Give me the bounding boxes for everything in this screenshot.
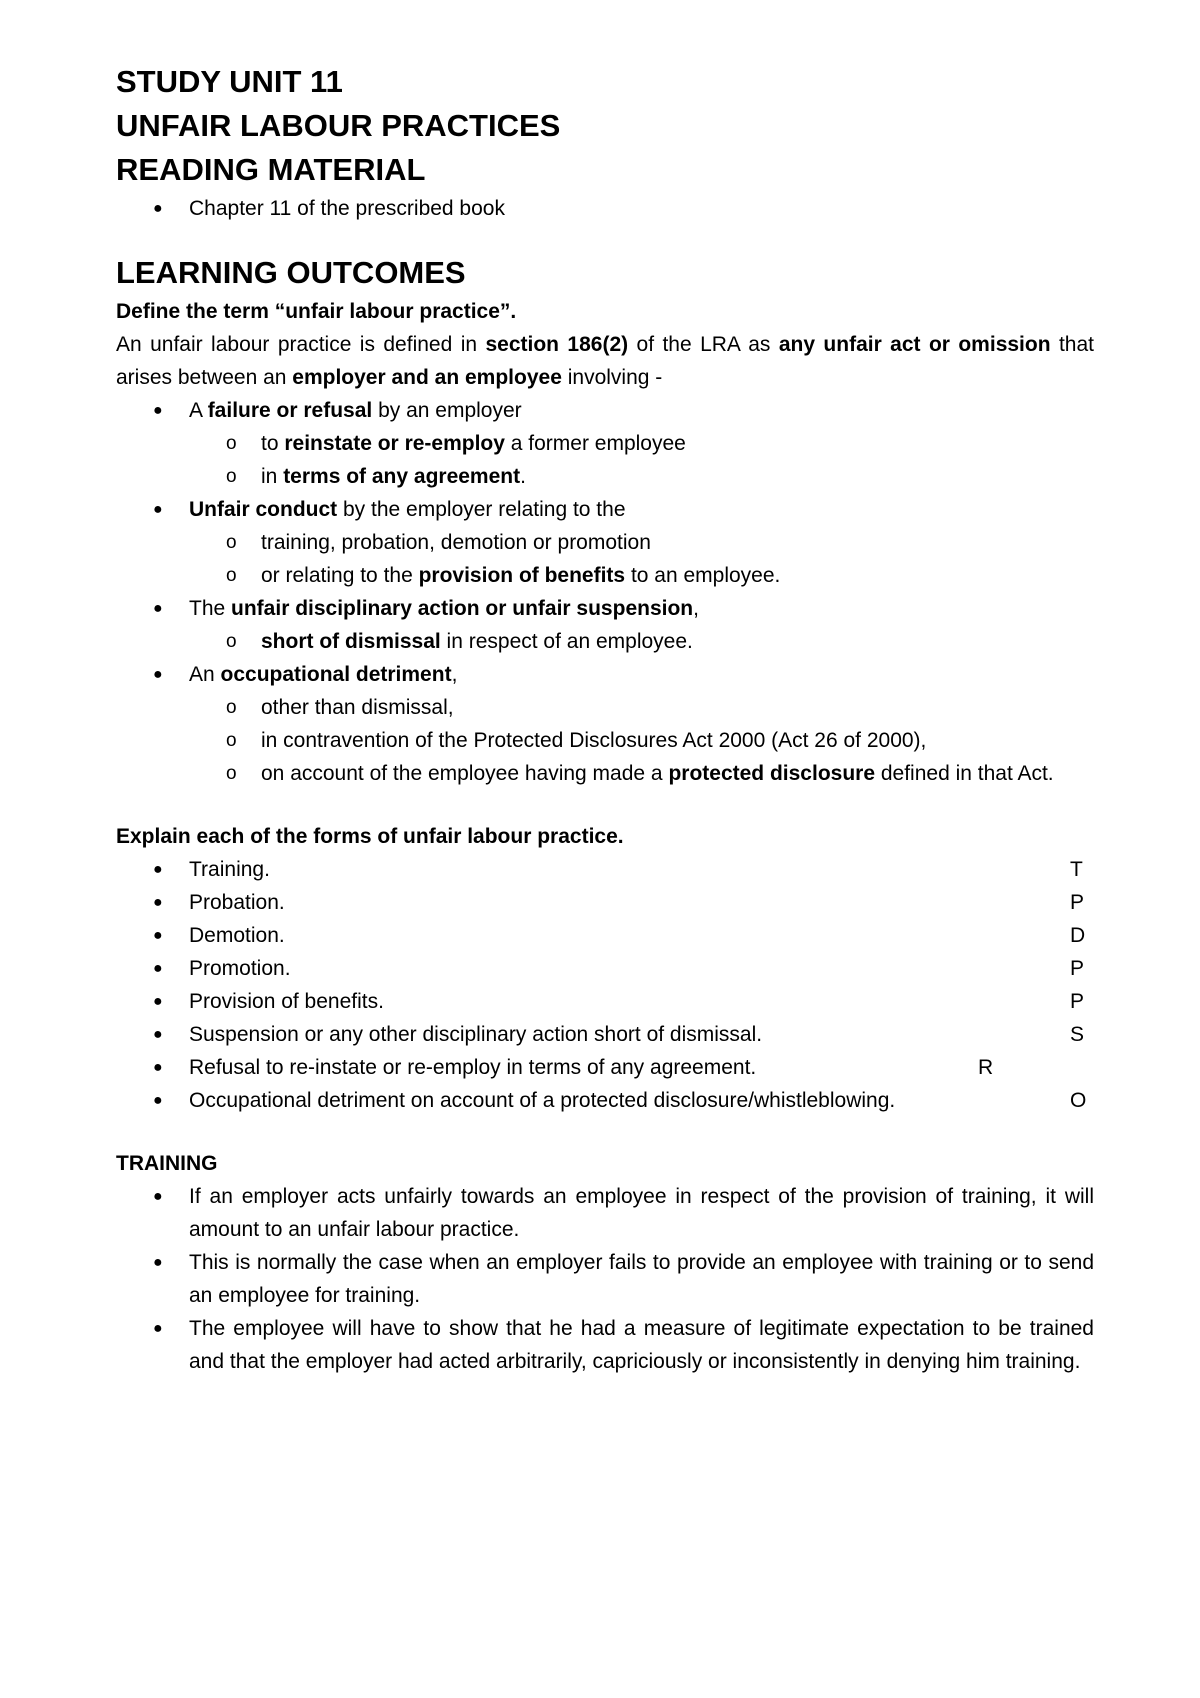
circle-bullet-icon: o	[226, 631, 237, 652]
mnemonic-letter: P	[1070, 891, 1085, 914]
mnemonic-letter: T	[1070, 858, 1083, 881]
bullet-icon: ●	[153, 927, 163, 944]
list-item: ● If an employer acts unfairly towards an employee in respect of the provision of training, it will amount to an unfair labour practice.	[116, 1180, 1094, 1246]
sub-list-item: o training, probation, demotion or promotion	[116, 526, 1094, 559]
bullet-icon: ●	[153, 666, 163, 683]
sub-list-item: o short of dismissal in respect of an employee.	[116, 625, 1094, 658]
list-item: ● Unfair conduct by the employer relating to the	[116, 493, 1094, 526]
bullet-icon: ●	[153, 1026, 163, 1043]
define-heading: Define the term “unfair labour practice”.	[116, 300, 517, 323]
list-item: ● Provision of benefits. P	[116, 985, 1094, 1018]
bullet-icon: ●	[153, 1188, 163, 1205]
training-heading: TRAINING	[116, 1152, 218, 1175]
mnemonic-letter: R	[978, 1056, 994, 1079]
mnemonic-letter: D	[1070, 924, 1086, 947]
list-item: ● The employee will have to show that he had a measure of legitimate expectation to be trained and that the employer had acted arbitrarily, capriciously or inconsistently in denying him training.	[116, 1312, 1094, 1378]
reading-material-heading: READING MATERIAL	[116, 152, 426, 187]
bullet-icon: ●	[153, 1092, 163, 1109]
bullet-icon: ●	[153, 200, 163, 217]
sub-list-item: o on account of the employee having made a protected disclosure defined in that Act.	[116, 757, 1094, 790]
document-page	[116, 60, 1094, 1378]
mnemonic-letter: O	[1070, 1089, 1087, 1112]
sub-list-item: o to reinstate or re-employ a former employee	[116, 427, 1094, 460]
list-item: ● Occupational detriment on account of a protected disclosure/whistleblowing. O	[116, 1084, 1094, 1117]
bullet-icon: ●	[153, 960, 163, 977]
mnemonic-letter: P	[1070, 990, 1085, 1013]
forms-heading: Explain each of the forms of unfair labour practice.	[116, 825, 624, 848]
list-item: ● Probation. P	[116, 886, 1094, 919]
bullet-icon: ●	[153, 600, 163, 617]
list-item: ● A failure or refusal by an employer	[116, 394, 1094, 427]
bullet-icon: ●	[153, 861, 163, 878]
list-item: ● The unfair disciplinary action or unfair suspension,	[116, 592, 1094, 625]
topic-title: UNFAIR LABOUR PRACTICES	[116, 108, 561, 143]
list-item: ● Chapter 11 of the prescribed book	[116, 192, 1094, 225]
circle-bullet-icon: o	[226, 433, 237, 454]
sub-list-item: o or relating to the provision of benefits to an employee.	[116, 559, 1094, 592]
list-item: ● This is normally the case when an employer fails to provide an employee with training or to send an employee for training.	[116, 1246, 1094, 1312]
list-item: ● Suspension or any other disciplinary action short of dismissal. S	[116, 1018, 1094, 1051]
circle-bullet-icon: o	[226, 763, 237, 784]
list-item: ● Demotion. D	[116, 919, 1094, 952]
circle-bullet-icon: o	[226, 697, 237, 718]
list-item: ● An occupational detriment,	[116, 658, 1094, 691]
bullet-icon: ●	[153, 402, 163, 419]
learning-outcomes-heading: LEARNING OUTCOMES	[116, 255, 466, 290]
sub-list-item: o in contravention of the Protected Disclosures Act 2000 (Act 26 of 2000),	[116, 724, 1094, 757]
bullet-icon: ●	[153, 1320, 163, 1337]
bullet-icon: ●	[153, 993, 163, 1010]
definition-paragraph: An unfair labour practice is defined in section 186(2) of the LRA as any unfair act or omission that arises between an employer and an employee involving -	[116, 333, 1094, 389]
list-item: ● Promotion. P	[116, 952, 1094, 985]
circle-bullet-icon: o	[226, 565, 237, 586]
bullet-icon: ●	[153, 1059, 163, 1076]
bullet-icon: ●	[153, 894, 163, 911]
mnemonic-letter: S	[1070, 1023, 1085, 1046]
list-item: ● Refusal to re-instate or re-employ in terms of any agreement. R	[116, 1051, 1094, 1084]
bullet-icon: ●	[153, 1254, 163, 1271]
circle-bullet-icon: o	[226, 532, 237, 553]
study-unit-title: STUDY UNIT 11	[116, 64, 343, 99]
circle-bullet-icon: o	[226, 466, 237, 487]
mnemonic-letter: P	[1070, 957, 1085, 980]
list-item: ● Training. T	[116, 853, 1094, 886]
sub-list-item: o other than dismissal,	[116, 691, 1094, 724]
bullet-icon: ●	[153, 501, 163, 518]
sub-list-item: o in terms of any agreement.	[116, 460, 1094, 493]
circle-bullet-icon: o	[226, 730, 237, 751]
